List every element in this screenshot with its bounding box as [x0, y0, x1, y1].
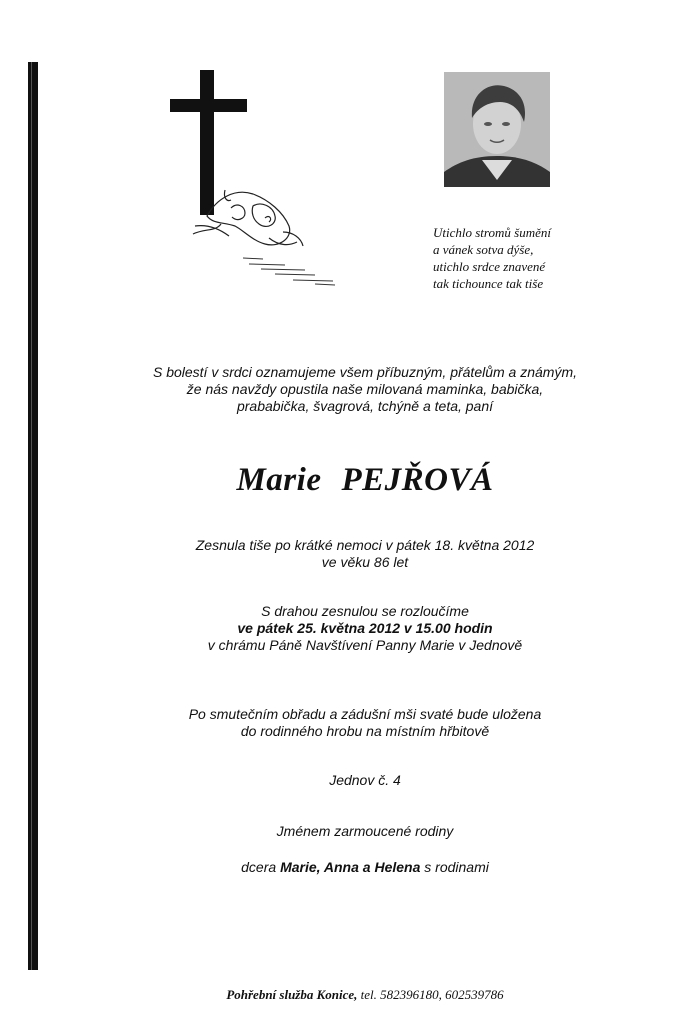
last-name: PEJŘOVÁ — [341, 462, 494, 498]
poem-line: utichlo srdce znavené — [433, 259, 546, 274]
first-name: Marie — [236, 462, 322, 498]
death-notice — [100, 537, 630, 571]
announcement — [100, 364, 630, 415]
announcement-line: S bolestí v srdci oznamujeme všem příbuzným, přátelům a známým, — [152, 364, 578, 380]
address — [100, 772, 630, 789]
family-signature — [100, 859, 630, 876]
family-names: Marie, Anna a Helena — [280, 859, 421, 875]
poem — [433, 224, 633, 292]
family-suffix: s rodinami — [424, 859, 489, 875]
announcement-line: prababička, švagrová, tchýně a teta, paní — [236, 398, 494, 414]
address-line: Jednov č. 4 — [329, 772, 401, 788]
family-intro — [100, 823, 630, 840]
burial-line: Po smutečním obřadu a zádušní mši svaté bude uložena — [188, 706, 542, 722]
burial-line: do rodinného hrobu na místním hřbitově — [240, 723, 490, 739]
cross-with-roses-icon — [165, 66, 345, 291]
announcement-line: že nás navždy opustila naše milovaná maminka, babička, — [186, 381, 544, 397]
family-prefix: dcera — [241, 859, 277, 875]
death-line: Zesnula tiše po krátké nemoci v pátek 18. května 2012 — [195, 537, 535, 553]
portrait-photo — [444, 72, 550, 187]
age-line: ve věku 86 let — [321, 554, 409, 570]
poem-line: Utichlo stromů šumění — [433, 225, 551, 240]
funeral-service-footer — [100, 987, 630, 1003]
deceased-name — [100, 460, 630, 500]
farewell-place: v chrámu Páně Navštívení Panny Marie v Jednově — [207, 637, 523, 653]
funeral-service-name: Pohřební služba Konice, — [226, 987, 358, 1002]
poem-line: tak tichounce tak tiše — [433, 276, 544, 291]
mourning-border — [28, 62, 38, 970]
poem-line: a vánek sotva dýše, — [433, 242, 534, 257]
farewell-intro: S drahou zesnulou se rozloučíme — [261, 603, 469, 619]
family-intro-line: Jménem zarmoucené rodiny — [276, 823, 454, 839]
farewell-datetime: ve pátek 25. května 2012 v 15.00 hodin — [237, 620, 493, 636]
funeral-service-phone: tel. 582396180, 602539786 — [360, 987, 504, 1002]
burial-notice — [100, 706, 630, 740]
farewell-notice — [100, 603, 630, 654]
